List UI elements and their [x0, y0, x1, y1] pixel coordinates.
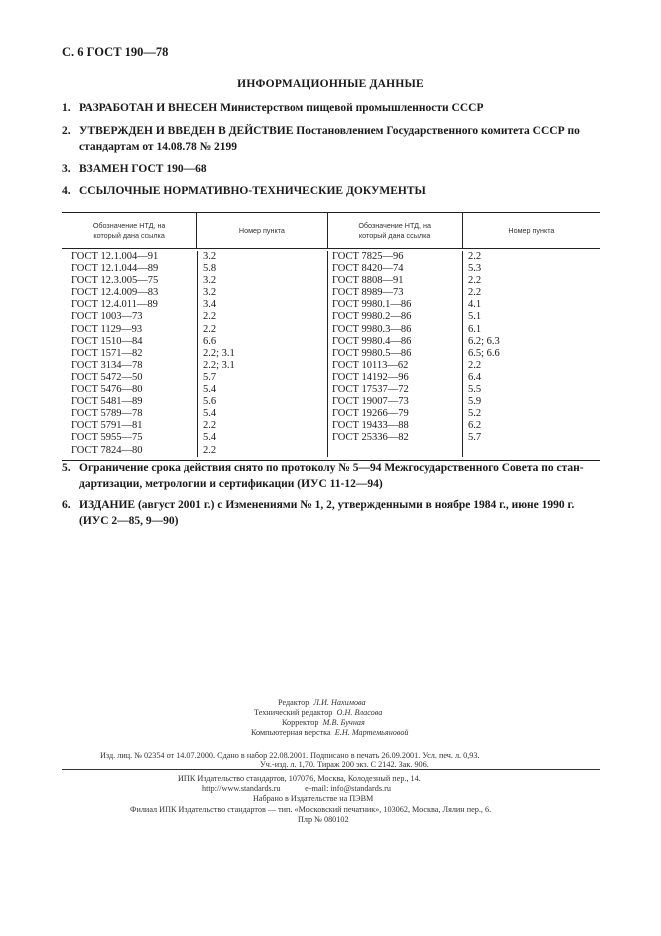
point-number-cell: 6.4 [468, 371, 482, 383]
imprint-tech-editor [254, 708, 382, 717]
item-text: РАЗРАБОТАН И ВНЕСЕН Министерством пищевой промышленности СССР [79, 102, 484, 114]
info-item-5 [62, 461, 607, 492]
header-ntd-line2: который дана ссылка [93, 230, 165, 240]
ntd-code-cell: ГОСТ 7825—96 [332, 251, 404, 262]
info-item-3 [62, 162, 607, 178]
header-ntd-right [327, 213, 462, 248]
imprint-license-line: Изд. лиц. № 02354 от 14.07.2000. Сдано в набор 22.08.2001. Подписано в печать 26.09.2001. Усл. печ. л. 0,93. [100, 751, 480, 760]
info-item-4 [62, 184, 607, 200]
layout-label: Компьютерная верстка [251, 728, 331, 737]
header-ntd-line1: Обозначение НТД, на [358, 220, 431, 230]
point-number-cell: 6.1 [468, 323, 482, 335]
ntd-code-cell: ГОСТ 1571—82 [71, 347, 143, 359]
imprint-publisher-line: ИПК Издательство стандартов, 107076, Москва, Колодезный пер., 14. [178, 774, 421, 783]
point-number-cell: 2.2 [468, 287, 482, 299]
point-number-cell: 5.3 [468, 263, 482, 275]
corrector-name: М.В. Бучная [322, 718, 365, 727]
website-link[interactable]: http://www.standards.ru [202, 784, 281, 793]
imprint-corrector [282, 718, 365, 727]
point-number-cell: 2.2 [203, 420, 217, 432]
info-item-2 [62, 124, 607, 155]
point-number-cell: 5.5 [468, 384, 482, 396]
ntd-code-cell: ГОСТ 17537—72 [332, 384, 409, 396]
header-ntd [62, 213, 196, 248]
editor-label: Редактор [278, 698, 310, 707]
table-body [62, 249, 600, 460]
point-number-cell: 2.2 [468, 251, 482, 262]
point-number-cell: 2.2; 3.1 [203, 359, 235, 371]
info-item-6 [62, 498, 607, 529]
email-link[interactable]: e-mail: info@standards.ru [305, 784, 391, 793]
ntd-code-cell: ГОСТ 9980.2—86 [332, 311, 412, 323]
ntd-code-cell: ГОСТ 12.4.011—89 [71, 299, 158, 311]
header-ntd-line1: Обозначение НТД, на [92, 220, 166, 230]
ntd-code-cell: ГОСТ 25336—82 [332, 432, 409, 444]
references-table [62, 212, 600, 461]
item-number: 4. [62, 185, 71, 197]
ntd-code-cell: ГОСТ 12.1.004—91 [71, 251, 159, 262]
ntd-code-cell: ГОСТ 10113—62 [332, 359, 409, 371]
item-text-line2: стандартам от 14.08.78 № 2199 [79, 140, 238, 153]
point-number-cell: 5.4 [203, 432, 217, 444]
point-number-cell: 3.2 [203, 251, 217, 262]
item-text: ВЗАМЕН ГОСТ 190—68 [79, 163, 207, 175]
editor-name: Л.И. Нахимова [313, 698, 366, 707]
item-number: 6. [62, 499, 71, 511]
imprint-branch-line: Филиал ИПК Издательство стандартов — тип. «Московский печатник», 103062, Москва, Лялин пер., 6. [130, 805, 492, 814]
imprint-editor [278, 698, 366, 707]
point-number-cell: 5.4 [203, 384, 217, 396]
left-points-column [197, 251, 327, 457]
ntd-code-cell: ГОСТ 8808—91 [332, 275, 404, 287]
ntd-code-cell: ГОСТ 1003—73 [71, 311, 143, 323]
imprint-layout [251, 728, 409, 737]
ntd-code-cell: ГОСТ 5791—81 [71, 420, 143, 432]
ntd-code-cell: ГОСТ 12.4.009—83 [71, 287, 159, 299]
point-number-cell: 5.6 [203, 396, 217, 408]
ntd-code-cell: ГОСТ 19433—88 [332, 420, 409, 432]
point-number-cell: 2.2 [203, 323, 217, 335]
ntd-code-cell: ГОСТ 5476—80 [71, 384, 143, 396]
imprint-print-line: Уч.-изд. л. 1,70. Тираж 200 экз. С 2142. Зак. 906. [260, 760, 429, 769]
ntd-code-cell: ГОСТ 7824—80 [71, 444, 143, 456]
point-number-cell: 5.1 [468, 311, 482, 323]
ntd-code-cell: ГОСТ 12.3.005—75 [71, 275, 159, 287]
point-number-cell: 3.2 [203, 287, 217, 299]
item-text-line1: УТВЕРЖДЕН И ВВЕДЕН В ДЕЙСТВИЕ Постановлением Государственного комитета СССР по [79, 125, 580, 137]
point-number-cell: 5.2 [468, 408, 482, 420]
point-number-cell: 2.2; 3.1 [203, 347, 235, 359]
ntd-code-cell: ГОСТ 9980.5—86 [332, 347, 412, 359]
ntd-code-cell: ГОСТ 1510—84 [71, 335, 143, 347]
point-number-cell: 6.2; 6.3 [468, 335, 500, 347]
point-number-cell: 5.7 [203, 371, 217, 383]
layout-name: Е.Н. Мартемьяновой [334, 728, 409, 737]
item-text-line2: (ИУС 2—85, 9—90) [79, 514, 179, 527]
point-number-cell: 5.4 [203, 408, 217, 420]
right-codes-column [327, 251, 462, 457]
point-number-cell: 4.1 [468, 299, 482, 311]
ntd-code-cell: ГОСТ 8989—73 [332, 287, 404, 299]
point-number-cell: 2.2 [203, 444, 217, 456]
item-number: 5. [62, 462, 71, 474]
item-number: 1. [62, 102, 71, 114]
ntd-code-cell: ГОСТ 9980.4—86 [332, 335, 412, 347]
header-point-right: Номер пункта [462, 213, 600, 248]
table-header [62, 213, 600, 249]
item-number: 3. [62, 163, 71, 175]
header-point: Номер пункта [196, 213, 326, 248]
ntd-code-cell: ГОСТ 19266—79 [332, 408, 409, 420]
point-number-cell: 2.2 [203, 311, 217, 323]
point-number-cell: 6.2 [468, 420, 482, 432]
ntd-code-cell: ГОСТ 14192—96 [332, 371, 409, 383]
left-codes-column [62, 251, 197, 457]
item-text-line1: ИЗДАНИЕ (август 2001 г.) с Изменениями № 1, 2, утвержденными в ноябре 1984 г., июне 1990 г. [79, 499, 575, 511]
ntd-code-cell: ГОСТ 1129—93 [71, 323, 143, 335]
ntd-code-cell: ГОСТ 12.1.044—89 [71, 263, 159, 275]
ntd-code-cell: ГОСТ 8420—74 [332, 263, 404, 275]
ntd-code-cell: ГОСТ 9980.3—86 [332, 323, 412, 335]
ntd-code-cell: ГОСТ 5955—75 [71, 432, 143, 444]
ntd-code-cell: ГОСТ 5481—89 [71, 396, 143, 408]
ntd-code-cell: ГОСТ 19007—73 [332, 396, 409, 408]
header-ntd-line2: который дана ссылка [358, 230, 431, 240]
item-text-line2: дартизации, метрологии и сертификации (ИУС 11-12—94) [79, 477, 383, 490]
item-number: 2. [62, 125, 71, 137]
info-item-1 [62, 101, 607, 117]
tech-editor-name: О.Н. Власова [336, 708, 383, 717]
point-number-cell: 2.2 [468, 359, 482, 371]
ntd-code-cell: ГОСТ 5472—50 [71, 371, 143, 383]
point-number-cell: 3.2 [203, 275, 217, 287]
section-title: ИНФОРМАЦИОННЫЕ ДАННЫЕ [237, 78, 424, 90]
point-number-cell: 2.2 [468, 275, 482, 287]
ntd-code-cell: ГОСТ 9980.1—86 [332, 299, 412, 311]
imprint-contacts [202, 784, 391, 793]
page-header: С. 6 ГОСТ 190—78 [62, 45, 169, 59]
imprint-typeset-line: Набрано в Издательстве на ПЭВМ [253, 794, 374, 803]
point-number-cell: 5.7 [468, 432, 482, 444]
corrector-label: Корректор [282, 718, 319, 727]
point-number-cell: 6.6 [203, 335, 217, 347]
point-number-cell: 5.8 [203, 263, 217, 275]
ntd-code-cell: ГОСТ 5789—78 [71, 408, 143, 420]
point-number-cell: 5.9 [468, 396, 482, 408]
right-points-column [462, 251, 600, 457]
point-number-cell: 3.4 [203, 299, 217, 311]
item-text-line1: Ограничение срока действия снято по протоколу № 5—94 Межгосударственного Совета по стан- [79, 462, 584, 474]
item-text: ССЫЛОЧНЫЕ НОРМАТИВНО-ТЕХНИЧЕСКИЕ ДОКУМЕНТЫ [79, 185, 426, 197]
tech-editor-label: Технический редактор [254, 708, 333, 717]
imprint-divider [62, 769, 600, 770]
ntd-code-cell: ГОСТ 3134—78 [71, 359, 143, 371]
point-number-cell: 6.5; 6.6 [468, 347, 500, 359]
imprint-plr-line: Плр № 080102 [298, 815, 349, 824]
